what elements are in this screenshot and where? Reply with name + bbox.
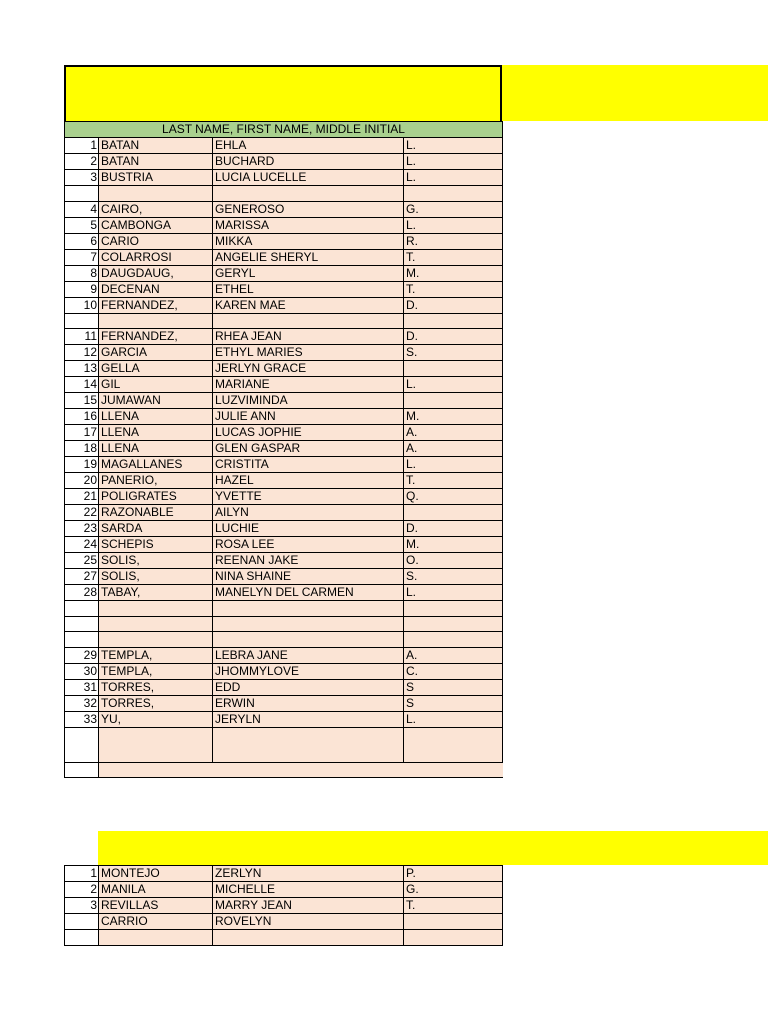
row-number[interactable] <box>65 601 99 617</box>
table-row <box>65 441 503 457</box>
table-row <box>65 569 503 585</box>
last-name-cell[interactable]: COLARROSI <box>99 249 213 265</box>
empty-cell[interactable] <box>65 762 99 778</box>
last-name-cell[interactable] <box>99 930 213 946</box>
row-number[interactable]: 14 <box>65 377 99 393</box>
row-number[interactable]: 23 <box>65 521 99 537</box>
table-row-empty <box>65 762 503 778</box>
first-name-cell[interactable]: GENEROSO <box>213 201 404 217</box>
row-number[interactable]: 2 <box>65 154 99 170</box>
middle-initial-cell[interactable]: M. <box>404 409 503 425</box>
middle-initial-cell[interactable] <box>404 505 503 521</box>
table-row <box>65 930 503 946</box>
table-row <box>65 409 503 425</box>
column-header-row <box>65 122 503 138</box>
middle-initial-cell[interactable]: G. <box>404 201 503 217</box>
row-number[interactable]: 16 <box>65 409 99 425</box>
table-row <box>65 632 503 648</box>
middle-initial-cell[interactable]: M. <box>404 537 503 553</box>
last-name-cell[interactable]: CAIRO, <box>99 201 213 217</box>
first-name-cell[interactable]: KAREN MAE <box>213 297 404 313</box>
table-row <box>65 711 503 727</box>
first-name-cell[interactable]: ERWIN <box>213 695 404 711</box>
middle-initial-cell[interactable]: D. <box>404 297 503 313</box>
middle-initial-cell[interactable]: D. <box>404 521 503 537</box>
row-number[interactable]: 9 <box>65 281 99 297</box>
row-number[interactable]: 25 <box>65 553 99 569</box>
middle-initial-cell[interactable]: T. <box>404 249 503 265</box>
row-number[interactable]: 32 <box>65 695 99 711</box>
last-name-cell[interactable]: BATAN <box>99 138 213 154</box>
row-number[interactable]: 13 <box>65 361 99 377</box>
row-number[interactable]: 7 <box>65 249 99 265</box>
row-number[interactable]: 6 <box>65 233 99 249</box>
table-row <box>65 201 503 217</box>
last-name-cell[interactable]: POLIGRATES <box>99 489 213 505</box>
middle-initial-cell[interactable] <box>404 186 503 202</box>
last-name-cell[interactable]: TORRES, <box>99 679 213 695</box>
table-row <box>65 233 503 249</box>
first-name-cell[interactable]: AILYN <box>213 505 404 521</box>
last-name-cell[interactable]: TORRES, <box>99 695 213 711</box>
row-number[interactable]: 18 <box>65 441 99 457</box>
table-row <box>65 663 503 679</box>
middle-initial-cell[interactable] <box>404 632 503 648</box>
first-name-cell[interactable]: ZERLYN <box>213 866 404 882</box>
row-number[interactable]: 12 <box>65 345 99 361</box>
last-name-cell[interactable]: CARIO <box>99 233 213 249</box>
table-row <box>65 345 503 361</box>
last-name-cell[interactable]: JUMAWAN <box>99 393 213 409</box>
row-number[interactable] <box>65 616 99 632</box>
first-name-cell[interactable]: MARIANE <box>213 377 404 393</box>
first-name-cell[interactable]: EHLA <box>213 138 404 154</box>
last-name-cell[interactable] <box>99 616 213 632</box>
middle-initial-cell[interactable]: T. <box>404 473 503 489</box>
last-name-cell[interactable] <box>99 186 213 202</box>
last-name-cell[interactable]: LLENA <box>99 441 213 457</box>
row-number[interactable] <box>65 313 99 329</box>
middle-initial-cell[interactable]: L. <box>404 217 503 233</box>
row-number[interactable]: 24 <box>65 537 99 553</box>
last-name-cell[interactable]: SARDA <box>99 521 213 537</box>
row-number[interactable]: 31 <box>65 679 99 695</box>
first-name-cell[interactable]: BUCHARD <box>213 154 404 170</box>
middle-initial-cell[interactable]: S. <box>404 569 503 585</box>
first-name-cell[interactable]: MANELYN DEL CARMEN <box>213 585 404 601</box>
last-name-cell[interactable]: SOLIS, <box>99 553 213 569</box>
table-row <box>65 601 503 617</box>
empty-cell[interactable] <box>65 727 99 762</box>
first-name-cell[interactable]: LEBRA JANE <box>213 647 404 663</box>
first-name-cell[interactable]: CRISTITA <box>213 457 404 473</box>
first-name-cell[interactable] <box>213 313 404 329</box>
middle-initial-cell[interactable] <box>404 930 503 946</box>
row-number[interactable]: 28 <box>65 585 99 601</box>
middle-initial-cell[interactable]: C. <box>404 663 503 679</box>
first-name-cell[interactable] <box>213 186 404 202</box>
middle-initial-cell[interactable]: G. <box>404 882 503 898</box>
first-name-cell[interactable]: LUCHIE <box>213 521 404 537</box>
table-row <box>65 457 503 473</box>
empty-cell[interactable] <box>99 762 503 778</box>
first-name-cell[interactable]: MARRY JEAN <box>213 898 404 914</box>
table-row <box>65 537 503 553</box>
table-row <box>65 425 503 441</box>
middle-initial-cell[interactable]: A. <box>404 647 503 663</box>
last-name-cell[interactable]: PANERIO, <box>99 473 213 489</box>
middle-initial-cell[interactable] <box>404 914 503 930</box>
last-name-cell[interactable]: REVILLAS <box>99 898 213 914</box>
last-name-cell[interactable]: GELLA <box>99 361 213 377</box>
table-row <box>65 585 503 601</box>
middle-initial-cell[interactable]: P. <box>404 866 503 882</box>
row-number[interactable]: 3 <box>65 898 99 914</box>
last-name-cell[interactable]: LLENA <box>99 409 213 425</box>
middle-initial-cell[interactable]: A. <box>404 425 503 441</box>
middle-initial-cell[interactable]: L. <box>404 585 503 601</box>
middle-initial-cell[interactable] <box>404 313 503 329</box>
row-number[interactable]: 21 <box>65 489 99 505</box>
first-name-cell[interactable]: GERYL <box>213 265 404 281</box>
table-row <box>65 616 503 632</box>
table-row <box>65 281 503 297</box>
main-roster-table <box>64 121 503 778</box>
first-name-cell[interactable] <box>213 616 404 632</box>
first-name-cell[interactable]: JERLYN GRACE <box>213 361 404 377</box>
row-number[interactable]: 33 <box>65 711 99 727</box>
last-name-cell[interactable]: FERNANDEZ, <box>99 297 213 313</box>
row-number[interactable]: 19 <box>65 457 99 473</box>
second-roster-table <box>64 865 503 946</box>
title-band-extension <box>502 65 768 121</box>
middle-initial-cell[interactable]: S <box>404 679 503 695</box>
last-name-cell[interactable]: GIL <box>99 377 213 393</box>
row-number[interactable]: 27 <box>65 569 99 585</box>
row-number[interactable] <box>65 186 99 202</box>
table-row <box>65 249 503 265</box>
row-number[interactable]: 30 <box>65 663 99 679</box>
row-number[interactable]: 2 <box>65 882 99 898</box>
table-row <box>65 361 503 377</box>
table-row <box>65 138 503 154</box>
empty-cell[interactable] <box>404 727 503 762</box>
table-row <box>65 679 503 695</box>
middle-initial-cell[interactable]: M. <box>404 265 503 281</box>
last-name-cell[interactable]: RAZONABLE <box>99 505 213 521</box>
last-name-cell[interactable]: DECENAN <box>99 281 213 297</box>
last-name-cell[interactable]: LLENA <box>99 425 213 441</box>
first-name-cell[interactable]: MARISSA <box>213 217 404 233</box>
last-name-cell[interactable]: TABAY, <box>99 585 213 601</box>
row-number[interactable]: 10 <box>65 297 99 313</box>
last-name-cell[interactable]: YU, <box>99 711 213 727</box>
empty-cell[interactable] <box>213 727 404 762</box>
first-name-cell[interactable]: ROSA LEE <box>213 537 404 553</box>
first-name-cell[interactable]: NINA SHAINE <box>213 569 404 585</box>
table-row <box>65 297 503 313</box>
middle-initial-cell[interactable] <box>404 601 503 617</box>
table-row <box>65 898 503 914</box>
row-number[interactable]: 8 <box>65 265 99 281</box>
middle-initial-cell[interactable]: S. <box>404 345 503 361</box>
row-number[interactable]: 20 <box>65 473 99 489</box>
table-row <box>65 154 503 170</box>
row-number[interactable]: 1 <box>65 866 99 882</box>
table-row <box>65 329 503 345</box>
last-name-cell[interactable]: TEMPLA, <box>99 663 213 679</box>
table-row <box>65 866 503 882</box>
first-name-cell[interactable]: ETHEL <box>213 281 404 297</box>
table-row <box>65 695 503 711</box>
middle-initial-cell[interactable]: S <box>404 695 503 711</box>
last-name-cell[interactable]: FERNANDEZ, <box>99 329 213 345</box>
table-row <box>65 393 503 409</box>
table-row-empty <box>65 727 503 762</box>
title-band <box>64 65 502 121</box>
first-name-cell[interactable]: YVETTE <box>213 489 404 505</box>
middle-initial-cell[interactable]: L. <box>404 377 503 393</box>
first-name-cell[interactable]: ROVELYN <box>213 914 404 930</box>
row-number[interactable]: 11 <box>65 329 99 345</box>
table-row <box>65 647 503 663</box>
first-name-cell[interactable]: LUCIA LUCELLE <box>213 170 404 186</box>
middle-initial-cell[interactable]: L. <box>404 711 503 727</box>
last-name-cell[interactable]: CAMBONGA <box>99 217 213 233</box>
table-row <box>65 377 503 393</box>
table-row <box>65 914 503 930</box>
first-name-cell[interactable] <box>213 632 404 648</box>
middle-initial-cell[interactable]: R. <box>404 233 503 249</box>
table-row <box>65 473 503 489</box>
first-name-cell[interactable]: EDD <box>213 679 404 695</box>
table-row <box>65 313 503 329</box>
first-name-cell[interactable]: GLEN GASPAR <box>213 441 404 457</box>
row-number[interactable]: 5 <box>65 217 99 233</box>
last-name-cell[interactable]: SCHEPIS <box>99 537 213 553</box>
row-number[interactable] <box>65 632 99 648</box>
table-row <box>65 882 503 898</box>
first-name-cell[interactable]: LUZVIMINDA <box>213 393 404 409</box>
row-number[interactable]: 4 <box>65 201 99 217</box>
first-name-cell[interactable]: JHOMMYLOVE <box>213 663 404 679</box>
table-row <box>65 170 503 186</box>
last-name-cell[interactable]: DAUGDAUG, <box>99 265 213 281</box>
table-row <box>65 505 503 521</box>
table-row <box>65 186 503 202</box>
middle-initial-cell[interactable]: T. <box>404 281 503 297</box>
empty-cell[interactable] <box>99 727 213 762</box>
middle-initial-cell[interactable]: D. <box>404 329 503 345</box>
last-name-cell[interactable]: CARRIO <box>99 914 213 930</box>
middle-initial-cell[interactable]: L. <box>404 457 503 473</box>
last-name-cell[interactable] <box>99 632 213 648</box>
row-number[interactable]: 3 <box>65 170 99 186</box>
last-name-cell[interactable]: BATAN <box>99 154 213 170</box>
row-number[interactable]: 1 <box>65 138 99 154</box>
first-name-cell[interactable]: JULIE ANN <box>213 409 404 425</box>
table-row <box>65 521 503 537</box>
first-name-cell[interactable]: HAZEL <box>213 473 404 489</box>
row-number[interactable]: 22 <box>65 505 99 521</box>
middle-initial-cell[interactable] <box>404 361 503 377</box>
middle-initial-cell[interactable]: L. <box>404 154 503 170</box>
last-name-cell[interactable] <box>99 601 213 617</box>
first-name-cell[interactable]: REENAN JAKE <box>213 553 404 569</box>
last-name-cell[interactable]: MONTEJO <box>99 866 213 882</box>
section-band <box>98 831 768 865</box>
first-name-cell[interactable]: MICHELLE <box>213 882 404 898</box>
last-name-cell[interactable]: BUSTRIA <box>99 170 213 186</box>
table-row <box>65 265 503 281</box>
first-name-cell[interactable] <box>213 601 404 617</box>
middle-initial-cell[interactable] <box>404 616 503 632</box>
first-name-cell[interactable] <box>213 930 404 946</box>
row-number[interactable] <box>65 930 99 946</box>
last-name-cell[interactable]: GARCIA <box>99 345 213 361</box>
row-number[interactable]: 15 <box>65 393 99 409</box>
last-name-cell[interactable] <box>99 313 213 329</box>
middle-initial-cell[interactable]: L. <box>404 170 503 186</box>
row-number[interactable]: 29 <box>65 647 99 663</box>
middle-initial-cell[interactable]: Q. <box>404 489 503 505</box>
middle-initial-cell[interactable] <box>404 393 503 409</box>
last-name-cell[interactable]: SOLIS, <box>99 569 213 585</box>
middle-initial-cell[interactable]: L. <box>404 138 503 154</box>
last-name-cell[interactable]: TEMPLA, <box>99 647 213 663</box>
row-number[interactable] <box>65 914 99 930</box>
first-name-cell[interactable]: JERYLN <box>213 711 404 727</box>
middle-initial-cell[interactable]: O. <box>404 553 503 569</box>
last-name-cell[interactable]: MANILA <box>99 882 213 898</box>
table-row <box>65 217 503 233</box>
first-name-cell[interactable]: ANGELIE SHERYL <box>213 249 404 265</box>
middle-initial-cell[interactable]: T. <box>404 898 503 914</box>
row-number[interactable]: 17 <box>65 425 99 441</box>
first-name-cell[interactable]: MIKKA <box>213 233 404 249</box>
table-row <box>65 553 503 569</box>
column-header-label[interactable]: LAST NAME, FIRST NAME, MIDDLE INITIAL <box>65 122 503 138</box>
last-name-cell[interactable]: MAGALLANES <box>99 457 213 473</box>
first-name-cell[interactable]: ETHYL MARIES <box>213 345 404 361</box>
first-name-cell[interactable]: LUCAS JOPHIE <box>213 425 404 441</box>
middle-initial-cell[interactable]: A. <box>404 441 503 457</box>
table-row <box>65 489 503 505</box>
first-name-cell[interactable]: RHEA JEAN <box>213 329 404 345</box>
